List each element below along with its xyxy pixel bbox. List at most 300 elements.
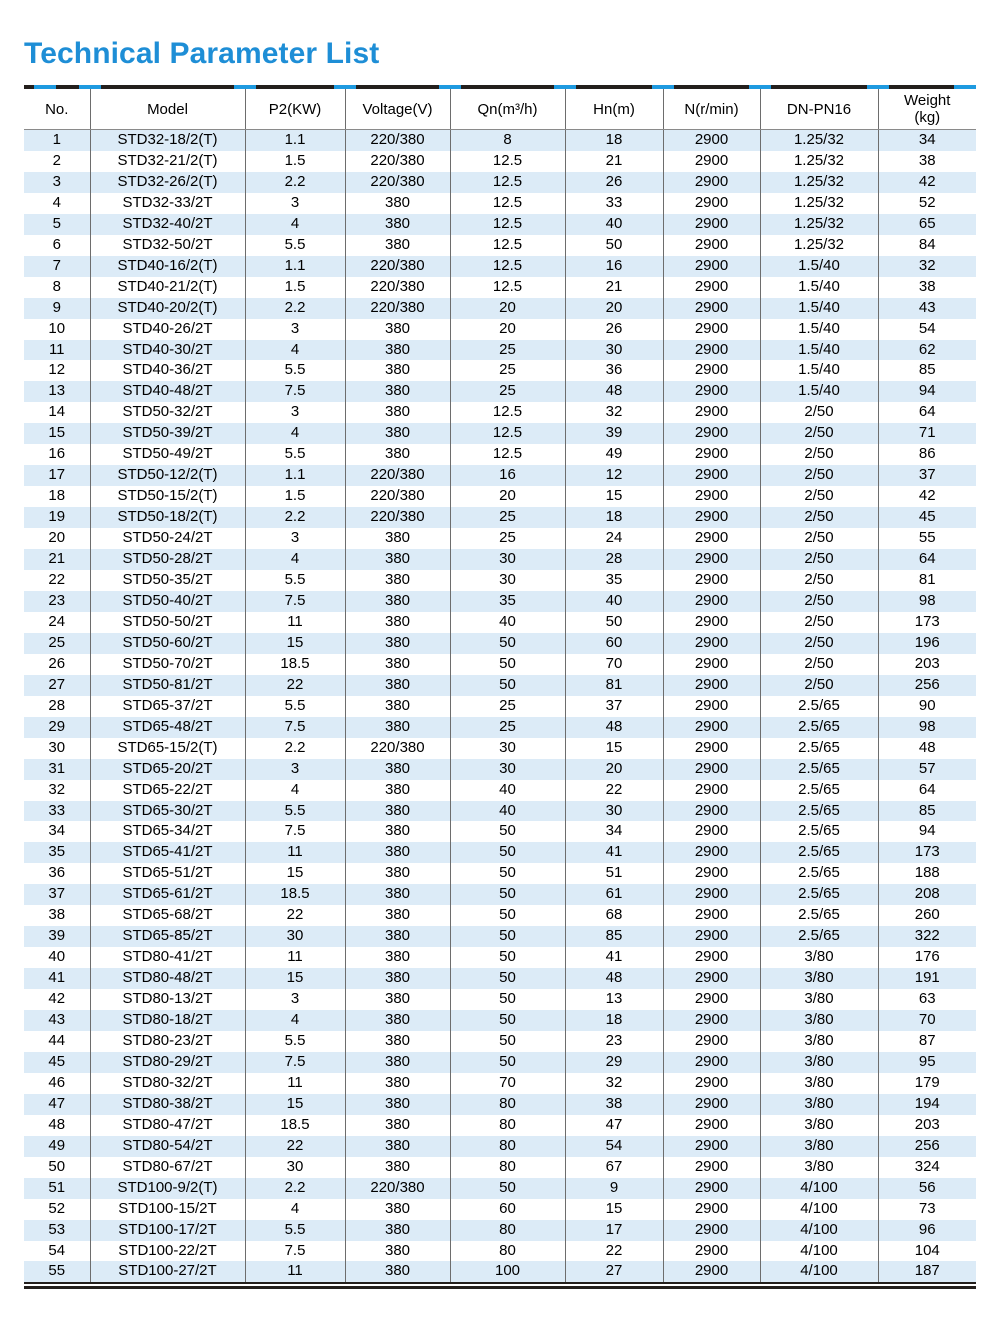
cell-dn: 1.5/40 [760, 360, 878, 381]
cell-no: 29 [24, 717, 90, 738]
table-row [24, 340, 976, 361]
cell-hn: 61 [565, 884, 663, 905]
cell-weight: 57 [878, 759, 976, 780]
cell-weight: 179 [914, 1073, 940, 1091]
cell-dn: 3/80 [760, 1010, 878, 1031]
cell-n: 2900 [663, 633, 760, 654]
cell-voltage: 380 [345, 1157, 450, 1178]
cell-qn: 12.5 [450, 235, 565, 256]
table-body [24, 130, 976, 1283]
cell-qn: 25 [450, 507, 565, 528]
cell-hn: 28 [565, 549, 663, 570]
cell-no: 48 [24, 1115, 90, 1136]
cell-hn: 13 [565, 989, 663, 1010]
cell-weight: 54 [918, 319, 936, 337]
cell-qn: 40 [450, 612, 565, 633]
cell-voltage: 220/380 [345, 151, 450, 172]
column-header-qn: Qn(m³/h) [450, 89, 565, 130]
cell-qn: 80 [450, 1094, 565, 1115]
cell-p2: 1.1 [245, 256, 345, 277]
cell-voltage: 380 [345, 989, 450, 1010]
cell-voltage: 380 [345, 235, 450, 256]
column-header-dn: DN-PN16 [760, 89, 878, 130]
cell-dn: 2/50 [760, 612, 878, 633]
table-row [24, 905, 976, 926]
cell-qn: 8 [450, 130, 565, 151]
cell-n: 2900 [663, 675, 760, 696]
cell-dn: 4/100 [760, 1241, 878, 1262]
cell-dn: 1.5/40 [760, 381, 878, 402]
cell-n: 2900 [663, 801, 760, 822]
cell-qn: 50 [450, 884, 565, 905]
cell-hn: 32 [565, 402, 663, 423]
cell-voltage: 380 [345, 1094, 450, 1115]
cell-voltage: 220/380 [345, 277, 450, 298]
cell-model: STD65-41/2T [90, 842, 245, 863]
cell-no: 14 [24, 402, 90, 423]
table-row [24, 717, 976, 738]
cell-hn: 40 [565, 214, 663, 235]
cell-weight: 48 [918, 738, 936, 756]
cell-voltage: 380 [345, 801, 450, 822]
cell-voltage: 380 [345, 696, 450, 717]
cell-model: STD80-32/2T [90, 1073, 245, 1094]
cell-dn: 3/80 [760, 1115, 878, 1136]
cell-dn: 3/80 [760, 968, 878, 989]
cell-voltage: 380 [345, 759, 450, 780]
cell-voltage: 380 [345, 381, 450, 402]
table-row [24, 256, 976, 277]
cell-no: 34 [24, 821, 90, 842]
cell-dn: 2.5/65 [760, 717, 878, 738]
cell-hn: 20 [565, 759, 663, 780]
page-title: Technical Parameter List [24, 37, 380, 70]
cell-weight: 65 [878, 214, 976, 235]
cell-hn: 17 [565, 1220, 663, 1241]
cell-hn: 23 [565, 1031, 663, 1052]
cell-voltage: 380 [345, 570, 450, 591]
table-row [24, 151, 976, 172]
cell-no: 17 [24, 465, 90, 486]
cell-n: 2900 [663, 1052, 760, 1073]
cell-weight: 194 [878, 1094, 976, 1115]
cell-weight: 203 [914, 654, 940, 672]
cell-weight: 324 [914, 1157, 940, 1175]
cell-p2: 30 [245, 926, 345, 947]
cell-model: STD32-21/2(T) [90, 151, 245, 172]
cell-model: STD50-70/2T [90, 654, 245, 675]
table-row [24, 549, 976, 570]
cell-qn: 25 [450, 381, 565, 402]
cell-p2: 1.1 [245, 465, 345, 486]
top-rule-accent-tick [954, 85, 976, 89]
cell-model: STD100-27/2T [90, 1261, 245, 1282]
cell-dn: 2/50 [760, 486, 878, 507]
cell-dn: 1.5/40 [760, 340, 878, 361]
cell-model: STD50-49/2T [90, 444, 245, 465]
cell-voltage: 380 [345, 360, 450, 381]
cell-n: 2900 [663, 549, 760, 570]
cell-n: 2900 [663, 1031, 760, 1052]
cell-dn: 2.5/65 [760, 780, 878, 801]
cell-qn: 12.5 [450, 151, 565, 172]
cell-model: STD50-24/2T [90, 528, 245, 549]
table-row [24, 423, 976, 444]
cell-no: 49 [24, 1136, 90, 1157]
table-row [24, 402, 976, 423]
cell-hn: 48 [565, 381, 663, 402]
cell-no: 21 [24, 549, 90, 570]
cell-n: 2900 [663, 277, 760, 298]
cell-p2: 4 [245, 214, 345, 235]
cell-weight: 86 [918, 445, 936, 463]
cell-hn: 68 [565, 905, 663, 926]
cell-n: 2900 [663, 340, 760, 361]
cell-no: 19 [24, 507, 90, 528]
cell-p2: 3 [245, 193, 345, 214]
cell-hn: 34 [565, 821, 663, 842]
table-row [24, 821, 976, 842]
cell-weight: 52 [918, 193, 936, 211]
cell-weight: 71 [878, 423, 976, 444]
cell-qn: 30 [450, 549, 565, 570]
cell-qn: 25 [450, 360, 565, 381]
cell-n: 2900 [663, 507, 760, 528]
cell-voltage: 380 [345, 633, 450, 654]
cell-hn: 54 [565, 1136, 663, 1157]
cell-n: 2900 [663, 423, 760, 444]
cell-p2: 5.5 [245, 444, 345, 465]
top-rule-accent-tick [652, 85, 674, 89]
table-row [24, 360, 976, 381]
cell-p2: 7.5 [245, 591, 345, 612]
cell-no: 55 [24, 1261, 90, 1282]
cell-no: 3 [24, 172, 90, 193]
cell-no: 42 [24, 989, 90, 1010]
cell-hn: 48 [565, 717, 663, 738]
cell-qn: 20 [450, 486, 565, 507]
top-rule-accent-tick [34, 85, 56, 89]
cell-model: STD100-22/2T [90, 1241, 245, 1262]
cell-hn: 18 [565, 507, 663, 528]
cell-model: STD40-36/2T [90, 360, 245, 381]
cell-voltage: 220/380 [345, 298, 450, 319]
cell-model: STD65-34/2T [90, 821, 245, 842]
cell-weight: 90 [918, 696, 936, 714]
cell-model: STD80-38/2T [90, 1094, 245, 1115]
cell-qn: 50 [450, 905, 565, 926]
cell-dn: 2.5/65 [760, 738, 878, 759]
cell-dn: 2/50 [760, 507, 878, 528]
cell-no: 46 [24, 1073, 90, 1094]
cell-hn: 49 [565, 444, 663, 465]
cell-dn: 1.5/40 [760, 277, 878, 298]
cell-p2: 1.5 [245, 486, 345, 507]
column-header-n: N(r/min) [663, 89, 760, 130]
column-header-weight-line1: Weight [904, 92, 951, 109]
cell-weight: 70 [878, 1010, 976, 1031]
cell-qn: 100 [450, 1261, 565, 1282]
cell-p2: 22 [245, 675, 345, 696]
cell-n: 2900 [663, 319, 760, 340]
cell-p2: 7.5 [245, 1052, 345, 1073]
cell-p2: 22 [245, 1136, 345, 1157]
table-row [24, 319, 976, 340]
cell-dn: 2.5/65 [760, 821, 878, 842]
cell-p2: 3 [245, 319, 345, 340]
cell-n: 2900 [663, 193, 760, 214]
cell-dn: 2/50 [760, 633, 878, 654]
cell-weight: 98 [878, 717, 976, 738]
cell-hn: 40 [565, 591, 663, 612]
cell-voltage: 380 [345, 340, 450, 361]
cell-hn: 39 [565, 423, 663, 444]
cell-n: 2900 [663, 570, 760, 591]
cell-weight: 208 [878, 884, 976, 905]
table-row [24, 1010, 976, 1031]
cell-voltage: 220/380 [345, 465, 450, 486]
cell-hn: 27 [565, 1261, 663, 1282]
cell-no: 52 [24, 1199, 90, 1220]
cell-dn: 1.25/32 [760, 172, 878, 193]
cell-model: STD50-35/2T [90, 570, 245, 591]
cell-model: STD50-28/2T [90, 549, 245, 570]
cell-p2: 4 [245, 340, 345, 361]
cell-dn: 1.5/40 [760, 256, 878, 277]
cell-voltage: 380 [345, 591, 450, 612]
cell-n: 2900 [663, 780, 760, 801]
cell-qn: 50 [450, 842, 565, 863]
cell-model: STD65-20/2T [90, 759, 245, 780]
cell-dn: 2/50 [760, 570, 878, 591]
cell-dn: 2.5/65 [760, 884, 878, 905]
cell-n: 2900 [663, 738, 760, 759]
cell-qn: 50 [450, 1178, 565, 1199]
cell-p2: 4 [245, 423, 345, 444]
cell-model: STD32-40/2T [90, 214, 245, 235]
cell-model: STD40-21/2(T) [90, 277, 245, 298]
cell-qn: 50 [450, 989, 565, 1010]
cell-weight: 196 [878, 633, 976, 654]
cell-hn: 38 [565, 1094, 663, 1115]
cell-hn: 22 [565, 1241, 663, 1262]
cell-p2: 5.5 [245, 801, 345, 822]
cell-qn: 12.5 [450, 256, 565, 277]
column-header-weight [878, 89, 976, 130]
cell-no: 9 [24, 298, 90, 319]
cell-hn: 9 [565, 1178, 663, 1199]
cell-qn: 50 [450, 1010, 565, 1031]
cell-p2: 7.5 [245, 717, 345, 738]
cell-hn: 50 [565, 235, 663, 256]
cell-qn: 50 [450, 654, 565, 675]
cell-qn: 80 [450, 1157, 565, 1178]
cell-no: 50 [24, 1157, 90, 1178]
cell-p2: 11 [245, 1073, 345, 1094]
cell-n: 2900 [663, 130, 760, 151]
table-row [24, 444, 976, 465]
cell-n: 2900 [663, 717, 760, 738]
cell-dn: 2/50 [760, 591, 878, 612]
cell-no: 11 [24, 340, 90, 361]
cell-hn: 30 [565, 340, 663, 361]
cell-p2: 5.5 [245, 696, 345, 717]
cell-weight: 55 [918, 529, 936, 547]
cell-qn: 80 [450, 1136, 565, 1157]
cell-dn: 3/80 [760, 947, 878, 968]
cell-voltage: 380 [345, 1052, 450, 1073]
table-row [24, 214, 976, 235]
cell-p2: 2.2 [245, 298, 345, 319]
cell-model: STD65-48/2T [90, 717, 245, 738]
cell-n: 2900 [663, 842, 760, 863]
cell-no: 22 [24, 570, 90, 591]
cell-dn: 4/100 [760, 1199, 878, 1220]
cell-model: STD65-37/2T [90, 696, 245, 717]
cell-n: 2900 [663, 1115, 760, 1136]
cell-dn: 2.5/65 [760, 801, 878, 822]
cell-no: 23 [24, 591, 90, 612]
cell-model: STD32-18/2(T) [90, 130, 245, 151]
cell-no: 44 [24, 1031, 90, 1052]
cell-model: STD100-17/2T [90, 1220, 245, 1241]
cell-dn: 1.25/32 [760, 235, 878, 256]
cell-dn: 1.25/32 [760, 214, 878, 235]
table-row [24, 633, 976, 654]
cell-weight: 173 [914, 612, 940, 630]
cell-no: 15 [24, 423, 90, 444]
cell-weight: 173 [878, 842, 976, 863]
cell-dn: 1.5/40 [760, 319, 878, 340]
cell-weight: 64 [918, 780, 936, 798]
table-top-rule [24, 85, 976, 89]
cell-qn: 60 [450, 1199, 565, 1220]
cell-voltage: 220/380 [345, 486, 450, 507]
cell-hn: 18 [565, 130, 663, 151]
cell-p2: 18.5 [245, 654, 345, 675]
cell-no: 13 [24, 381, 90, 402]
cell-qn: 50 [450, 1031, 565, 1052]
cell-model: STD65-85/2T [90, 926, 245, 947]
cell-n: 2900 [663, 1094, 760, 1115]
cell-qn: 16 [450, 465, 565, 486]
cell-dn: 4/100 [760, 1178, 878, 1199]
cell-qn: 50 [450, 863, 565, 884]
cell-hn: 20 [565, 298, 663, 319]
cell-dn: 2.5/65 [760, 863, 878, 884]
table-row [24, 486, 976, 507]
cell-no: 39 [24, 926, 90, 947]
cell-p2: 3 [245, 402, 345, 423]
cell-n: 2900 [663, 696, 760, 717]
cell-no: 26 [24, 654, 90, 675]
cell-weight: 85 [918, 361, 936, 379]
cell-qn: 50 [450, 1052, 565, 1073]
cell-hn: 48 [565, 968, 663, 989]
cell-weight: 260 [914, 906, 940, 924]
cell-p2: 4 [245, 1199, 345, 1220]
cell-hn: 12 [565, 465, 663, 486]
cell-dn: 3/80 [760, 989, 878, 1010]
cell-weight: 43 [878, 298, 976, 319]
cell-model: STD80-41/2T [90, 947, 245, 968]
cell-model: STD65-15/2(T) [90, 738, 245, 759]
cell-p2: 2.2 [245, 507, 345, 528]
cell-no: 30 [24, 738, 90, 759]
cell-no: 6 [24, 235, 90, 256]
cell-n: 2900 [663, 1220, 760, 1241]
cell-hn: 33 [565, 193, 663, 214]
cell-model: STD65-22/2T [90, 780, 245, 801]
cell-qn: 40 [450, 801, 565, 822]
cell-dn: 2/50 [760, 654, 878, 675]
cell-n: 2900 [663, 654, 760, 675]
cell-model: STD80-67/2T [90, 1157, 245, 1178]
cell-model: STD50-40/2T [90, 591, 245, 612]
cell-no: 43 [24, 1010, 90, 1031]
cell-model: STD32-50/2T [90, 235, 245, 256]
cell-voltage: 380 [345, 1010, 450, 1031]
cell-p2: 5.5 [245, 570, 345, 591]
cell-qn: 35 [450, 591, 565, 612]
cell-voltage: 380 [345, 1261, 450, 1282]
cell-no: 18 [24, 486, 90, 507]
cell-voltage: 380 [345, 884, 450, 905]
cell-weight: 96 [878, 1220, 976, 1241]
cell-voltage: 380 [345, 926, 450, 947]
cell-model: STD80-18/2T [90, 1010, 245, 1031]
cell-voltage: 380 [345, 1115, 450, 1136]
cell-voltage: 380 [345, 717, 450, 738]
table-row [24, 1115, 976, 1136]
cell-model: STD50-50/2T [90, 612, 245, 633]
cell-model: STD40-48/2T [90, 381, 245, 402]
cell-no: 28 [24, 696, 90, 717]
cell-voltage: 380 [345, 675, 450, 696]
table-row [24, 591, 976, 612]
cell-dn: 2/50 [760, 465, 878, 486]
cell-no: 35 [24, 842, 90, 863]
cell-weight: 188 [914, 864, 940, 882]
cell-p2: 1.1 [245, 130, 345, 151]
cell-voltage: 380 [345, 654, 450, 675]
cell-hn: 37 [565, 696, 663, 717]
cell-dn: 3/80 [760, 1052, 878, 1073]
cell-weight: 187 [878, 1261, 976, 1282]
cell-voltage: 380 [345, 402, 450, 423]
cell-model: STD65-61/2T [90, 884, 245, 905]
cell-n: 2900 [663, 612, 760, 633]
cell-voltage: 380 [345, 863, 450, 884]
cell-no: 25 [24, 633, 90, 654]
cell-n: 2900 [663, 298, 760, 319]
cell-hn: 26 [565, 319, 663, 340]
cell-hn: 32 [565, 1073, 663, 1094]
table-row [24, 989, 976, 1010]
cell-qn: 25 [450, 717, 565, 738]
cell-voltage: 380 [345, 214, 450, 235]
cell-qn: 50 [450, 926, 565, 947]
cell-voltage: 380 [345, 444, 450, 465]
table-row [24, 1178, 976, 1199]
cell-hn: 21 [565, 277, 663, 298]
cell-no: 33 [24, 801, 90, 822]
cell-no: 7 [24, 256, 90, 277]
cell-model: STD80-48/2T [90, 968, 245, 989]
cell-model: STD80-13/2T [90, 989, 245, 1010]
cell-dn: 1.25/32 [760, 130, 878, 151]
cell-qn: 12.5 [450, 214, 565, 235]
